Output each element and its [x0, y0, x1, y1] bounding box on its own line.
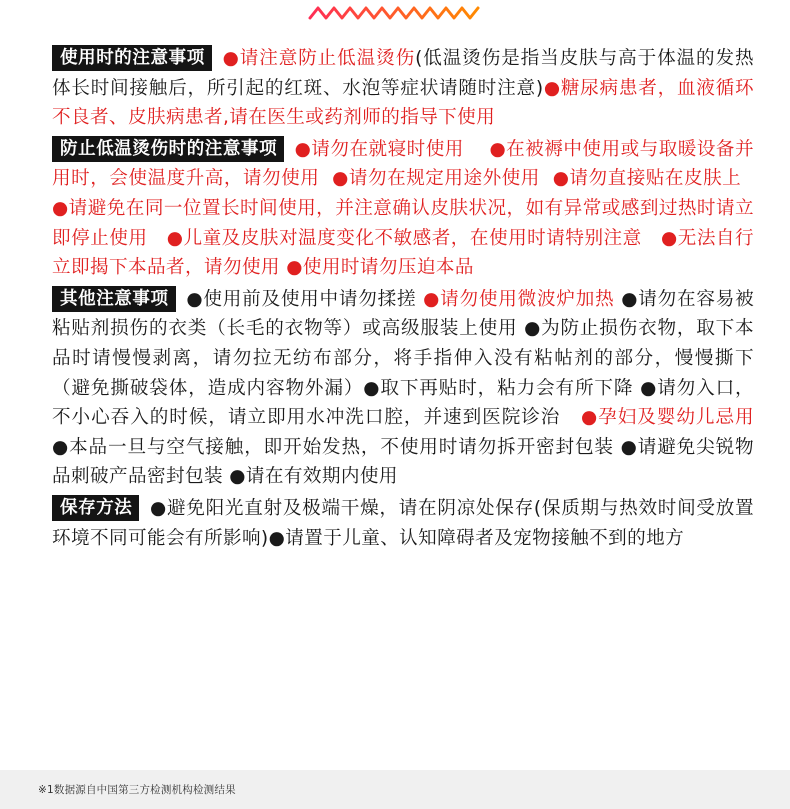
bullet-icon: ● — [661, 227, 678, 249]
other-section — [52, 285, 754, 492]
burn-prevention-section — [52, 135, 754, 283]
bullet-icon: ● — [52, 197, 69, 219]
other-item-9: 请避免尖锐物品刺破产品密封包装 — [52, 436, 755, 488]
usage-item-3: 糖尿病患者，血液循环不良者、皮肤病患者,请在医生或药剂师的指导下使用 — [52, 77, 754, 129]
bullet-icon: ● — [363, 377, 381, 399]
burn-item-7: 无法自行立即揭下本品者，请勿使用 — [52, 227, 755, 279]
bullet-icon: ● — [524, 318, 542, 340]
bullet-icon: ● — [186, 288, 204, 310]
bullet-icon: ● — [286, 257, 303, 279]
bullet-icon: ● — [489, 138, 507, 160]
other-section-title: 其他注意事项 — [52, 286, 176, 312]
zigzag-divider-icon — [308, 4, 484, 22]
usage-item-2: (低温烫伤是指当皮肤与高于体温的发热体长时间接触后，所引起的红斑、水泡等症状请随时注意) — [52, 48, 754, 99]
bullet-icon: ● — [620, 436, 638, 458]
bullet-icon: ● — [423, 288, 441, 310]
burn-item-1: 请勿在就寝时使用 — [311, 138, 464, 160]
other-item-8: 本品一旦与空气接触，即开始发热，不使用时请勿拆开密封包装 — [69, 436, 614, 458]
other-item-10: 请在有效期内使用 — [245, 466, 398, 488]
bullet-icon: ● — [640, 377, 658, 399]
other-item-2: 请勿使用微波炉加热 — [440, 288, 615, 310]
bullet-icon: ● — [229, 466, 246, 488]
other-item-1: 使用前及使用中请勿揉搓 — [203, 288, 417, 310]
burn-item-2: 在被褥中使用或与取暖设备并用时，会使温度升高，请勿使用 — [52, 138, 754, 190]
burn-item-3: 请勿在规定用途外使用 — [348, 168, 540, 190]
other-item-6: 请勿入口，不小心吞入的时候，请立即用水冲洗口腔，并速到医院诊治 — [52, 377, 755, 429]
other-item-7: 孕妇及婴幼儿忌用 — [598, 407, 754, 429]
bullet-icon: ● — [332, 168, 349, 190]
bullet-icon: ● — [150, 497, 167, 519]
precautions-content — [52, 44, 754, 555]
other-item-3: 请勿在容易被粘贴剂损伤的衣类（长毛的衣物等）或高级服装上使用 — [52, 288, 755, 340]
bullet-icon: ● — [543, 77, 561, 99]
burn-item-8: 使用时请勿压迫本品 — [302, 257, 474, 279]
bullet-icon: ● — [52, 436, 70, 458]
usage-section — [52, 44, 754, 133]
bullet-icon: ● — [166, 227, 184, 249]
other-item-4: 为防止损伤衣物，取下本品时请慢慢剥离，请勿拉无纺布部分，将手指伸入没有粘帖剂的部分，慢慢撕下（避免撕破袋体，造成内容物外漏） — [52, 318, 755, 399]
other-item-5: 取下再贴时，粘力会有所下降 — [380, 377, 634, 399]
footer-bar — [0, 770, 790, 809]
storage-section-title: 保存方法 — [52, 495, 139, 521]
bullet-icon: ● — [268, 527, 286, 549]
burn-item-6: 儿童及皮肤对温度变化不敏感者，在使用时请特别注意 — [183, 227, 642, 249]
bullet-icon: ● — [552, 168, 570, 190]
storage-item-2: 请置于儿童、认知障碍者及宠物接触不到的地方 — [285, 527, 685, 549]
burn-item-5: 请避免在同一位置长时间使用，并注意确认皮肤状况，如有异常或感到过热时请立即停止使用 — [52, 197, 754, 249]
bullet-icon: ● — [222, 48, 240, 69]
usage-section-title: 使用时的注意事项 — [52, 45, 212, 71]
usage-item-1: 请注意防止低温烫伤 — [239, 48, 416, 69]
storage-section — [52, 494, 754, 553]
burn-item-4: 请勿直接贴在皮肤上 — [569, 168, 742, 190]
bullet-icon: ● — [621, 288, 639, 310]
footnote-text: ※1数据源自中国第三方检测机构检测结果 — [38, 784, 236, 796]
bullet-icon: ● — [580, 407, 599, 429]
storage-item-1: 避免阳光直射及极端干燥，请在阴凉处保存(保质期与热效时间受放置环境不同可能会有所影响) — [52, 497, 755, 549]
bullet-icon: ● — [294, 138, 312, 160]
burn-prevention-section-title: 防止低温烫伤时的注意事项 — [52, 136, 284, 162]
